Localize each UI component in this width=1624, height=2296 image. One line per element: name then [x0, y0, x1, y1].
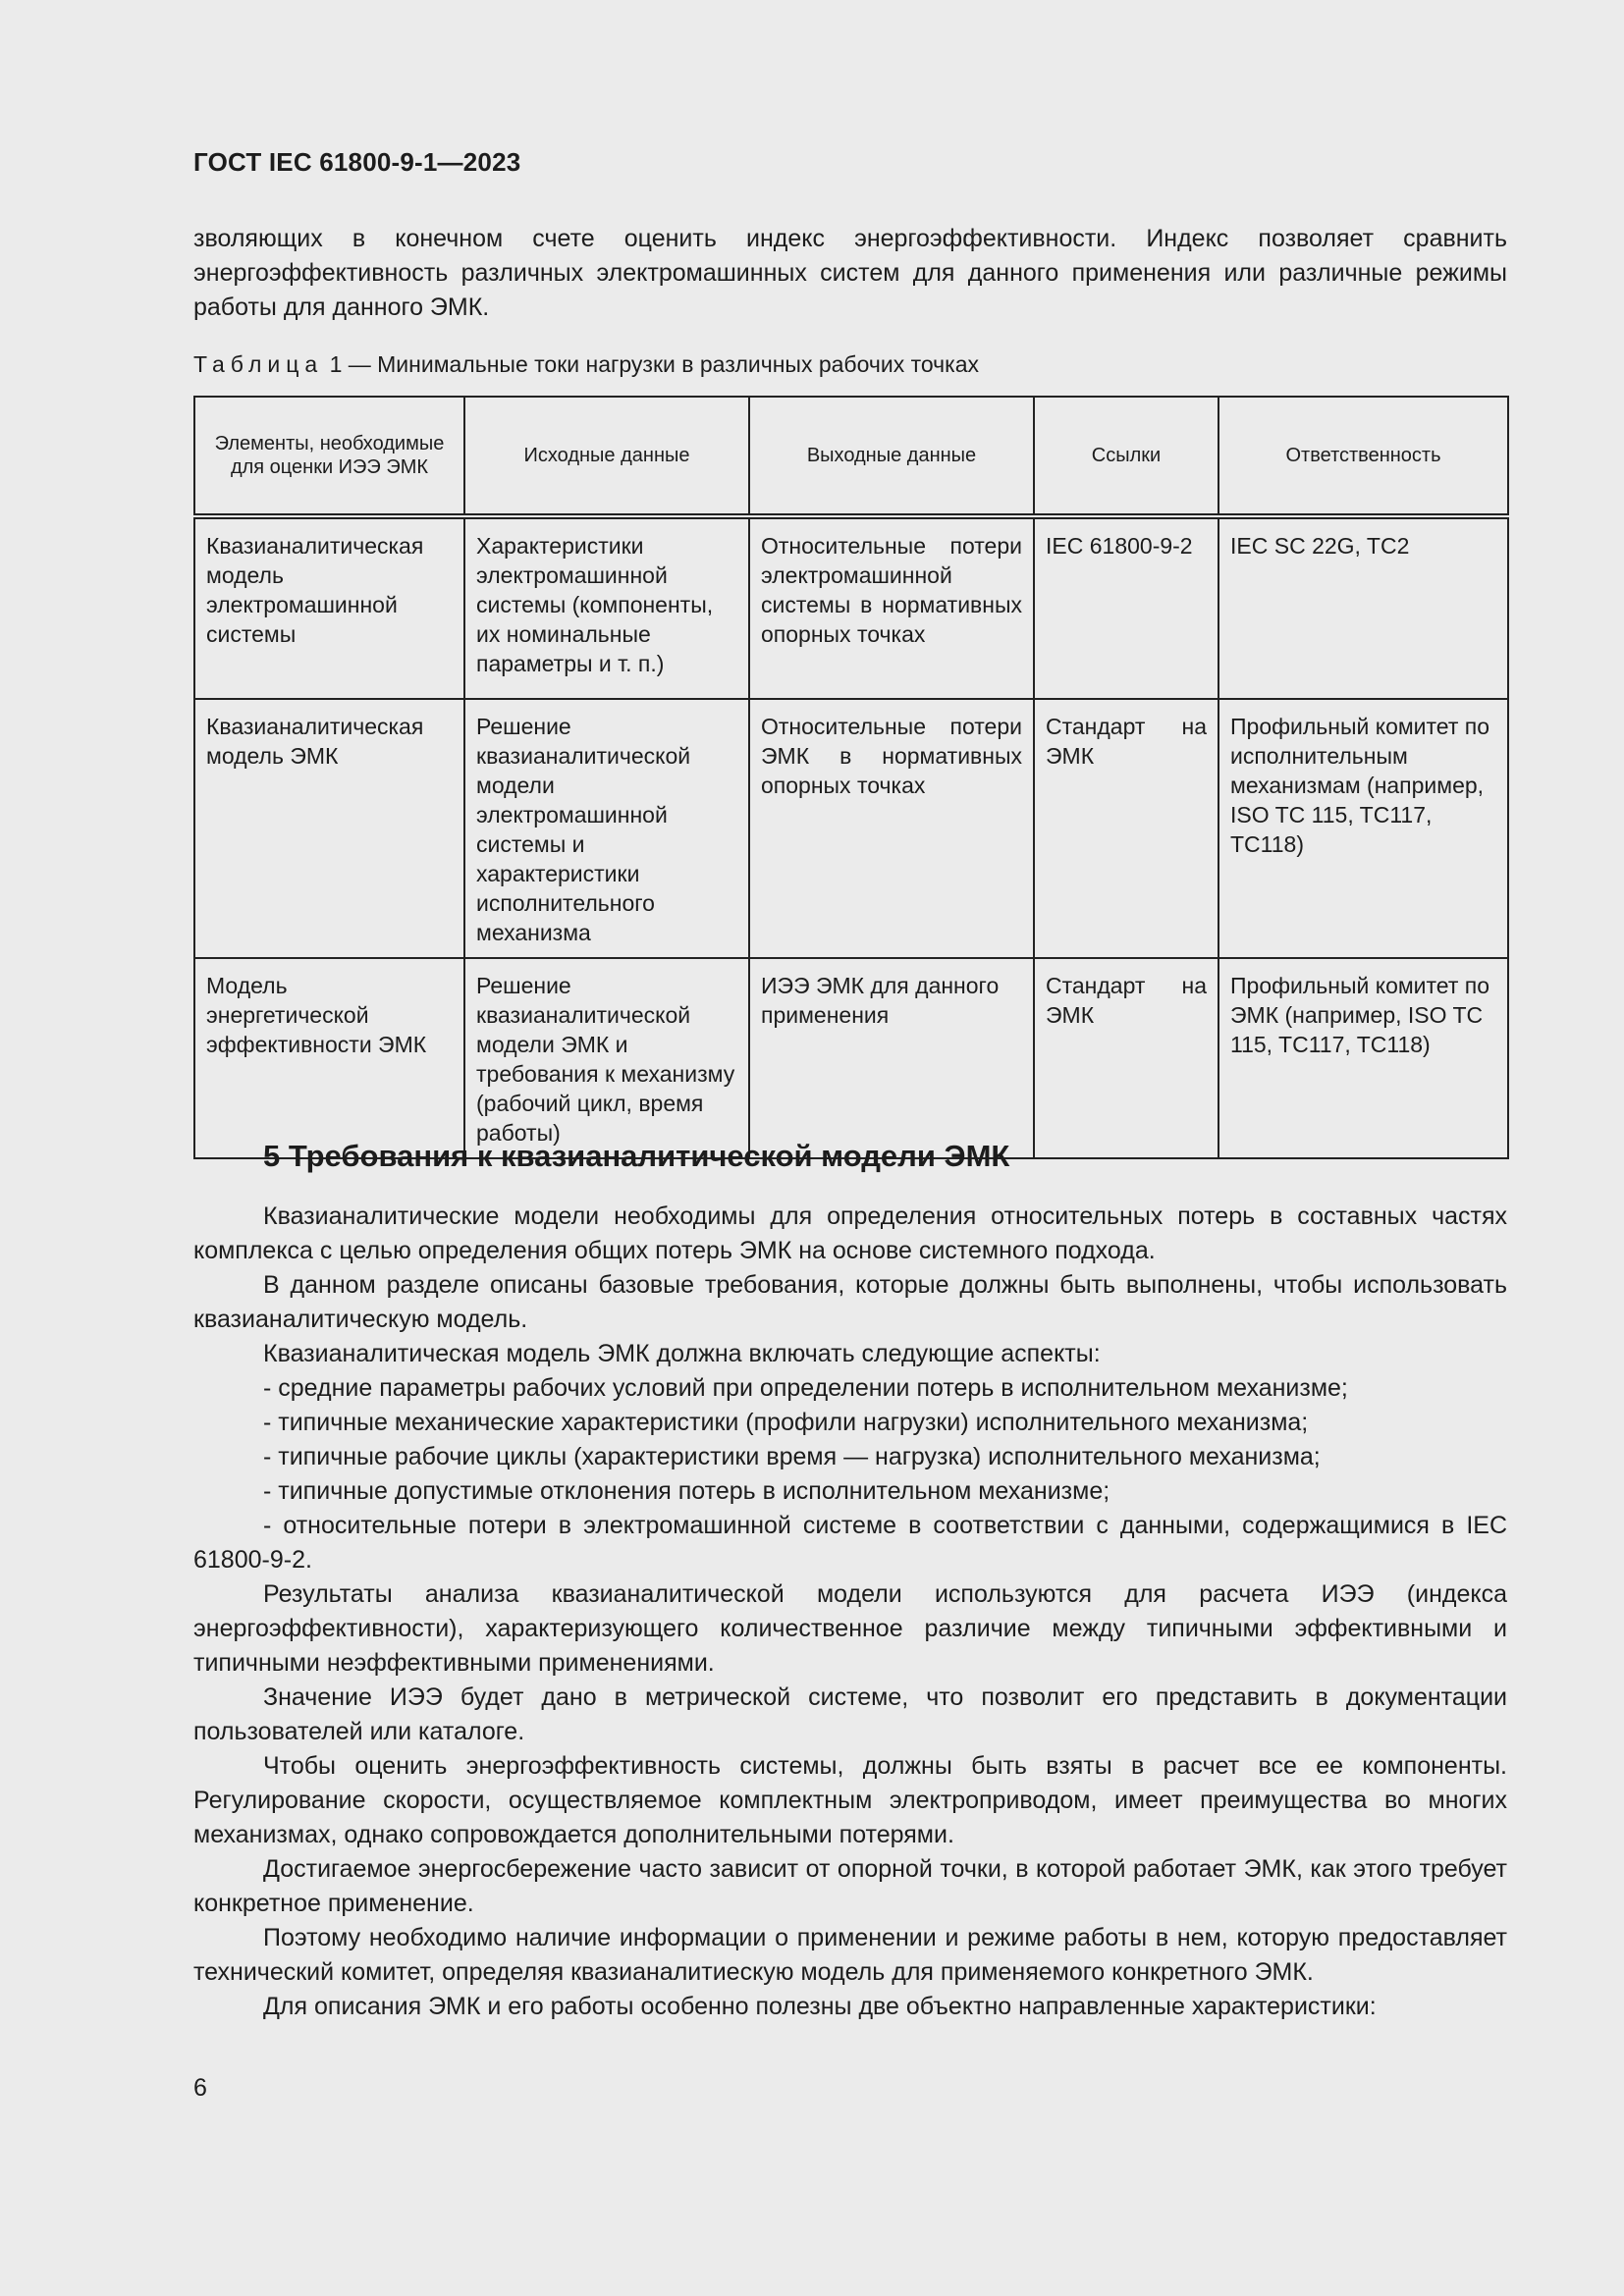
document-header: ГОСТ IEC 61800-9-1—2023 [193, 147, 521, 177]
table-cell: Модель энергетической эффективности ЭМК [194, 958, 464, 1158]
list-item: - относительные потери в электромашинной системе в соответствии с данными, содержащимися в IEC 61800-9-2. [193, 1512, 1507, 1574]
table-cell: Характеристики электромашинной системы (компоненты, их номинальные параметры и т. п.) [464, 516, 749, 699]
table-cell: ИЭЭ ЭМК для данного применения [749, 958, 1034, 1158]
table-cell: Квазианалитическая модель электромашинной системы [194, 516, 464, 699]
table-cell: Решение квазианалитической модели ЭМК и требования к механизму (рабочий цикл, время работы) [464, 958, 749, 1158]
page-number: 6 [193, 2074, 207, 2102]
requirements-table [193, 396, 1509, 1159]
table-row [194, 958, 1508, 1158]
list-item: - типичные механические характеристики (профили нагрузки) исполнительного механизма; [263, 1409, 1309, 1436]
list-item: - средние параметры рабочих условий при определении потерь в исполнительном механизме; [263, 1374, 1348, 1402]
table-row [194, 699, 1508, 958]
table-caption [193, 351, 979, 378]
paragraph: Поэтому необходимо наличие информации о применении и режиме работы в нем, которую предоставляет технический комитет, определяя квазианалитиескую модель для применяемого конкретного ЭМК. [193, 1924, 1507, 1986]
section-title: 5 Требования к квазианалитической модели ЭМК [263, 1139, 1010, 1173]
paragraph: Достигаемое энергосбережение часто зависит от опорной точки, в которой работает ЭМК, как этого требует конкретное применение. [193, 1855, 1507, 1917]
table-header-row [194, 397, 1508, 516]
list-item: - типичные рабочие циклы (характеристики время — нагрузка) исполнительного механизма; [263, 1443, 1321, 1470]
table-cell: IEC 61800-9-2 [1034, 516, 1218, 699]
table-header-cell: Выходные данные [749, 397, 1034, 516]
table-caption-text: 1 — Минимальные токи нагрузки в различных рабочих точках [323, 351, 980, 377]
table-header-cell: Исходные данные [464, 397, 749, 516]
paragraph: Квазианалитическая модель ЭМК должна включать следующие аспекты: [263, 1340, 1101, 1367]
paragraph: Значение ИЭЭ будет дано в метрической системе, что позволит его представить в документации пользователей или каталоге. [193, 1683, 1507, 1745]
intro-paragraph: зволяющих в конечном счете оценить индекс энергоэффективности. Индекс позволяет сравнить энергоэффективность различных электромашинных систем для данного применения или различные режимы работы для данного ЭМК. [193, 225, 1507, 321]
table-cell: Стандарт на ЭМК [1034, 699, 1218, 958]
table-cell: Стандарт на ЭМК [1034, 958, 1218, 1158]
table-cell: Профильный комитет по исполнительным механизмам (например, ISO TC 115, TC117, TC118) [1218, 699, 1508, 958]
table-cell: Относительные потери ЭМК в нормативных опорных точках [749, 699, 1034, 958]
table-cell: Решение квазианалитической модели электромашинной системы и характеристики исполнительного механизма [464, 699, 749, 958]
table-header-cell: Элементы, необходимые для оценки ИЭЭ ЭМК [194, 397, 464, 516]
section-body [193, 1200, 1507, 2024]
paragraph: Для описания ЭМК и его работы особенно полезны две объектно направленные характеристики: [263, 1993, 1377, 2020]
table-cell: Профильный комитет по ЭМК (например, ISO TC 115, TC117, TC118) [1218, 958, 1508, 1158]
paragraph: Результаты анализа квазианалитической модели используются для расчета ИЭЭ (индекса энергоэффективности), характеризующего количественное различие между типичными эффективными и типичными неэффективными применениями. [193, 1580, 1507, 1677]
table-header-cell: Ссылки [1034, 397, 1218, 516]
paragraph: Чтобы оценить энергоэффективность системы, должны быть взяты в расчет все ее компоненты. Регулирование скорости, осуществляемое комплектным электроприводом, имеет преимущества во многих механизмах, однако сопровождается дополнительными потерями. [193, 1752, 1507, 1848]
table-cell: IEC SC 22G, TC2 [1218, 516, 1508, 699]
paragraph: Квазианалитические модели необходимы для определения относительных потерь в составных частях комплекса с целью определения общих потерь ЭМК на основе системного подхода. [193, 1202, 1507, 1264]
paragraph: В данном разделе описаны базовые требования, которые должны быть выполнены, чтобы использовать квазианалитическую модель. [193, 1271, 1507, 1333]
list-item: - типичные допустимые отклонения потерь в исполнительном механизме; [263, 1477, 1110, 1505]
table-cell: Относительные потери электромашинной системы в нормативных опорных точках [749, 516, 1034, 699]
table-header-cell: Ответственность [1218, 397, 1508, 516]
table-caption-label: Таблица [193, 351, 324, 377]
table-row [194, 516, 1508, 699]
table-cell: Квазианалитическая модель ЭМК [194, 699, 464, 958]
